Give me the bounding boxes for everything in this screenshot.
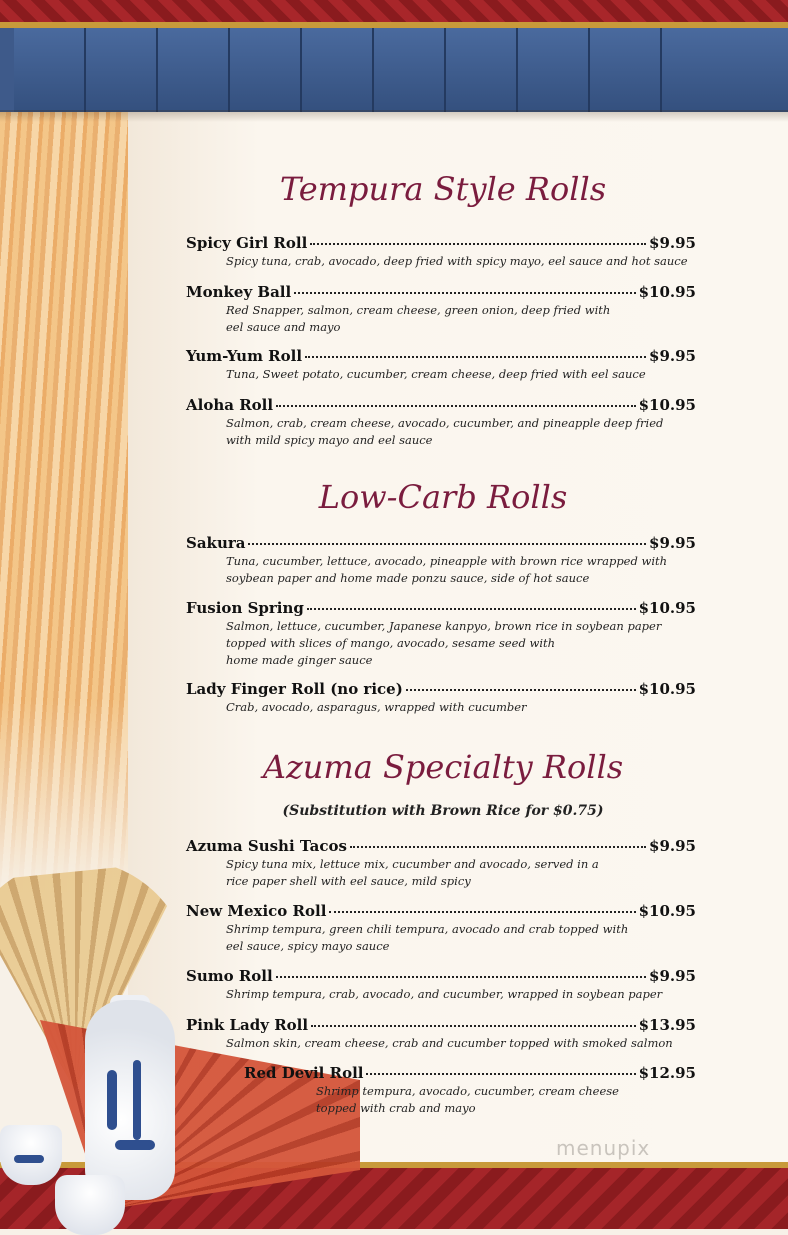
item-price: $13.95 — [638, 1016, 696, 1034]
item-price: $10.95 — [638, 283, 696, 301]
item-description: Tuna, Sweet potato, cucumber, cream cheese, deep fried with eel sauce — [226, 367, 646, 381]
menu-item — [244, 1064, 696, 1117]
menu-item — [186, 283, 696, 336]
item-name: Red Devil Roll — [244, 1064, 364, 1082]
item-price: $9.95 — [649, 534, 696, 552]
menu-item — [186, 1016, 696, 1052]
menu-item — [186, 396, 696, 449]
item-price: $9.95 — [649, 347, 696, 365]
menu-item — [186, 967, 696, 1003]
item-price: $10.95 — [638, 680, 696, 698]
section-note: (Substitution with Brown Rice for $0.75) — [282, 803, 604, 819]
item-price: $10.95 — [638, 902, 696, 920]
item-name: Sakura — [186, 534, 246, 552]
item-description: Salmon skin, cream cheese, crab and cucumber topped with smoked salmon — [226, 1036, 673, 1050]
menu-item — [186, 902, 696, 955]
item-description: Red Snapper, salmon, cream cheese, green onion, deep fried with eel sauce and mayo — [226, 303, 611, 334]
item-price: $9.95 — [649, 967, 696, 985]
item-price: $9.95 — [649, 837, 696, 855]
menu-item — [186, 347, 696, 383]
item-description: Salmon, lettuce, cucumber, Japanese kanpyo, brown rice in soybean paper topped with slices of mango, avocado, sesame seed with home made ginger sauce — [226, 619, 662, 667]
item-name: Lady Finger Roll (no rice) — [186, 680, 403, 698]
menu-item — [186, 837, 696, 890]
item-name: Sumo Roll — [186, 967, 273, 985]
section-title: Azuma Specialty Rolls — [262, 748, 624, 786]
item-price: $10.95 — [638, 396, 696, 414]
item-description: Shrimp tempura, avocado, cucumber, cream cheese topped with crab and mayo — [316, 1084, 619, 1115]
item-price: $9.95 — [649, 234, 696, 252]
item-price: $10.95 — [638, 599, 696, 617]
item-description: Spicy tuna mix, lettuce mix, cucumber and avocado, served in a rice paper shell with eel sauce, mild spicy — [226, 857, 599, 888]
item-description: Salmon, crab, cream cheese, avocado, cucumber, and pineapple deep fried with mild spicy mayo and eel sauce — [226, 416, 664, 447]
menu-item — [186, 234, 696, 270]
section-title: Tempura Style Rolls — [279, 170, 607, 208]
item-name: Aloha Roll — [186, 396, 274, 414]
item-price: $12.95 — [638, 1064, 696, 1082]
menu-item — [186, 599, 696, 669]
item-description: Spicy tuna, crab, avocado, deep fried with spicy mayo, eel sauce and hot sauce — [226, 254, 688, 268]
item-description: Tuna, cucumber, lettuce, avocado, pineapple with brown rice wrapped with soybean paper and home made ponzu sauce, side of hot sauce — [226, 554, 668, 585]
item-name: Spicy Girl Roll — [186, 234, 308, 252]
item-name: Yum-Yum Roll — [186, 347, 303, 365]
watermark: menupix — [556, 1136, 651, 1160]
item-name: Monkey Ball — [186, 283, 292, 301]
menu-item — [186, 534, 696, 587]
item-description: Crab, avocado, asparagus, wrapped with cucumber — [226, 700, 527, 714]
item-name: Fusion Spring — [186, 599, 304, 617]
item-name: Azuma Sushi Tacos — [186, 837, 347, 855]
item-description: Shrimp tempura, crab, avocado, and cucumber, wrapped in soybean paper — [226, 987, 663, 1001]
item-description: Shrimp tempura, green chili tempura, avocado and crab topped with eel sauce, spicy mayo sauce — [226, 922, 629, 953]
menu-item — [186, 680, 696, 716]
item-name: New Mexico Roll — [186, 902, 327, 920]
item-name: Pink Lady Roll — [186, 1016, 309, 1034]
section-title: Low-Carb Rolls — [318, 478, 568, 516]
